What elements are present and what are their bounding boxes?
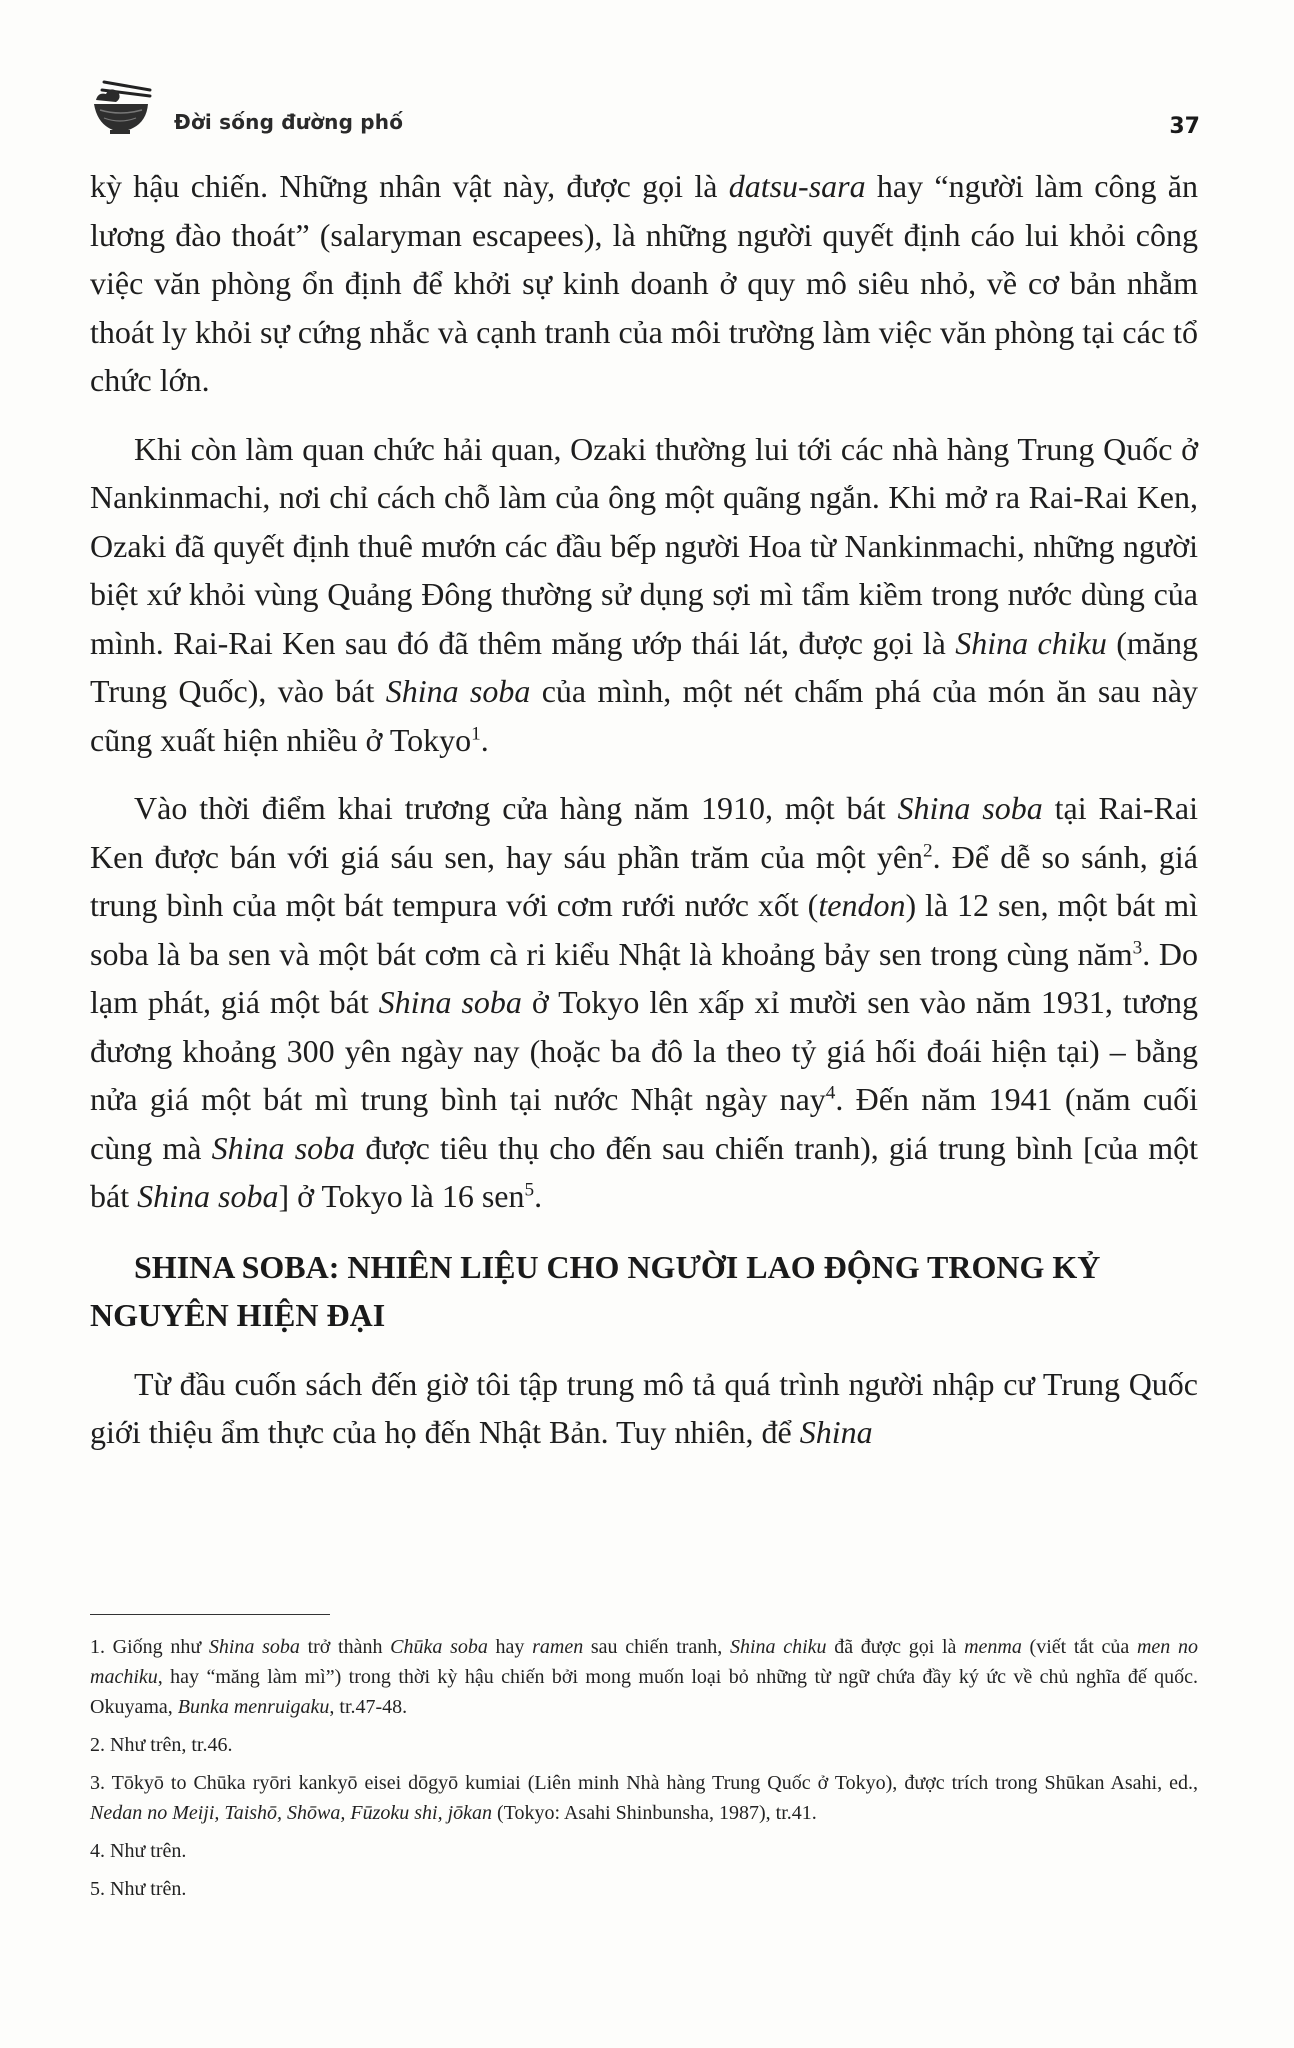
text-run: 3. Tōkyō to Chūka ryōri kankyō eisei dōgyō kumiai (Liên minh Nhà hàng Trung Quốc ở Tokyo), được trích trong Shūkan Asahi, ed., bbox=[90, 1772, 1198, 1794]
italic-text: Shina soba bbox=[378, 984, 522, 1020]
footnote-ref: 5 bbox=[524, 1179, 535, 1201]
body-text bbox=[90, 162, 1198, 1457]
footnote bbox=[90, 1836, 1198, 1866]
italic-text: Nedan no Meiji, Taishō, Shōwa, Fūzoku shi, jōkan bbox=[90, 1802, 493, 1824]
text-run: 4. Như trên. bbox=[90, 1840, 187, 1862]
text-run: tại Rai-Rai Ken được bán với giá sáu sen, hay sáu phần trăm của một yên bbox=[90, 790, 1199, 875]
text-run: được tiêu thụ cho đến sau chiến tranh), giá trung bình [của một bát bbox=[90, 1129, 1199, 1214]
text-run: hay “người làm công ăn lương đào thoát” (salaryman escapees), là những người quyết định cáo lui khỏi công việc văn phòng ổn định để khởi sự kinh doanh ở quy mô siêu nhỏ, về cơ bản nhằm thoát ly khỏi sự cứng nhắc và cạnh tranh của môi trường làm việc văn phòng tại các tổ chức lớn. bbox=[90, 168, 1199, 398]
text-run: . Do lạm phát, giá một bát bbox=[90, 935, 1199, 1020]
italic-text: Shina chiku bbox=[729, 1636, 827, 1658]
text-run: ở Tokyo lên xấp xỉ mười sen vào năm 1931, tương đương khoảng 300 yên ngày nay (hoặc ba đô la theo tỷ giá hối đoái hiện tại) – bằng nửa giá một bát mì trung bình tại nước Nhật ngày nay bbox=[90, 984, 1199, 1117]
footnote-ref: 2 bbox=[923, 839, 933, 861]
footnote bbox=[90, 1874, 1198, 1904]
footnote bbox=[90, 1730, 1198, 1760]
footnote bbox=[90, 1632, 1198, 1722]
text-run: Vào thời điểm khai trương cửa hàng năm 1910, một bát bbox=[134, 790, 898, 826]
italic-text: Shina soba bbox=[211, 1129, 356, 1166]
paragraph bbox=[90, 784, 1198, 1221]
italic-text: Shina soba bbox=[208, 1636, 300, 1658]
text-run: . Để dễ so sánh, giá trung bình của một bát tempura với cơm rưới nước xốt ( bbox=[90, 838, 1199, 923]
italic-text: tendon bbox=[818, 887, 906, 923]
text-run: 2. Như trên, tr.46. bbox=[90, 1734, 233, 1756]
text-run: 1. Giống như bbox=[90, 1636, 209, 1658]
page-number: 37 bbox=[1169, 114, 1200, 139]
text-run: (viết tắt của bbox=[1021, 1636, 1137, 1658]
footnote-ref: 4 bbox=[825, 1082, 836, 1104]
italic-text: Bunka menruigaku bbox=[177, 1696, 330, 1718]
paragraph bbox=[90, 162, 1198, 405]
italic-text: ramen bbox=[532, 1636, 584, 1658]
text-run: ) là 12 sen, một bát mì soba là ba sen và một bát cơm cà ri kiểu Nhật là khoảng bảy sen trong cùng năm bbox=[90, 887, 1199, 972]
text-run: 5. Như trên. bbox=[90, 1878, 187, 1900]
text-run: sau chiến tranh, bbox=[583, 1636, 730, 1658]
footnote-ref: 3 bbox=[1132, 936, 1143, 958]
footnote bbox=[90, 1768, 1198, 1828]
text-run: Khi còn làm quan chức hải quan, Ozaki thường lui tới các nhà hàng Trung Quốc ở Nankinmachi, nơi chỉ cách chỗ làm của ông một quãng ngắn. Khi mở ra Rai-Rai Ken, Ozaki đã quyết định thuê mướn các đầu bếp người Hoa từ Nankinmachi, những người biệt xứ khỏi vùng Quảng Đông thường sử dụng sợi mì tẩm kiềm trong nước dùng của mình. Rai-Rai Ken sau đó đã thêm măng ướp thái lát, được gọi là bbox=[90, 430, 1198, 661]
text-run: của mình, một nét chấm phá của món ăn sau này cũng xuất hiện nhiều ở Tokyo bbox=[90, 673, 1199, 758]
text-run: . Đến năm 1941 (năm cuối cùng mà bbox=[90, 1081, 1199, 1166]
paragraph bbox=[90, 425, 1198, 765]
footnotes bbox=[90, 1632, 1198, 1912]
text-run: , tr.47-48. bbox=[329, 1696, 408, 1718]
running-title: Đời sống đường phố bbox=[174, 110, 404, 134]
italic-text: Shina soba bbox=[897, 790, 1043, 826]
italic-text: Chūka soba bbox=[390, 1636, 488, 1658]
text-run: . bbox=[480, 721, 489, 758]
italic-text: Shina soba bbox=[137, 1178, 279, 1214]
running-header bbox=[90, 70, 1200, 140]
section-heading: SHINA SOBA: NHIÊN LIỆU CHO NGƯỜI LAO ĐỘNG TRONG KỶ NGUYÊN HIỆN ĐẠI bbox=[90, 1248, 1101, 1333]
text-run: (măng Trung Quốc), vào bát bbox=[90, 624, 1199, 709]
italic-text: Shina bbox=[799, 1414, 873, 1450]
italic-text: men no machiku bbox=[90, 1636, 1198, 1688]
text-run: . bbox=[534, 1178, 543, 1214]
text-run: đã được gọi là bbox=[826, 1636, 965, 1658]
italic-text: Shina soba bbox=[385, 673, 531, 709]
text-run: Từ đầu cuốn sách đến giờ tôi tập trung mô tả quá trình người nhập cư Trung Quốc giới thiệu ẩm thực của họ đến Nhật Bản. Tuy nhiên, để bbox=[90, 1365, 1198, 1450]
text-run: trở thành bbox=[299, 1636, 391, 1658]
text-run: ] ở Tokyo là 16 sen bbox=[278, 1178, 525, 1214]
footnote-ref: 1 bbox=[471, 722, 481, 744]
text-run: kỳ hậu chiến. Những nhân vật này, được gọi là bbox=[90, 168, 729, 204]
italic-text: datsu-sara bbox=[728, 168, 866, 204]
text-run: (Tokyo: Asahi Shinbunsha, 1987), tr.41. bbox=[492, 1802, 817, 1824]
italic-text: Shina chiku bbox=[955, 624, 1107, 661]
text-run: , hay “măng làm mì”) trong thời kỳ hậu chiến bởi mong muốn loại bỏ những từ ngữ chứa đầy ký ức về chủ nghĩa đế quốc. Okuyama, bbox=[90, 1666, 1198, 1718]
italic-text: menma bbox=[964, 1636, 1022, 1658]
bowl-chopsticks-icon bbox=[90, 78, 152, 136]
footnote-divider bbox=[90, 1614, 330, 1615]
text-run: hay bbox=[487, 1636, 533, 1658]
paragraph bbox=[90, 1360, 1198, 1457]
